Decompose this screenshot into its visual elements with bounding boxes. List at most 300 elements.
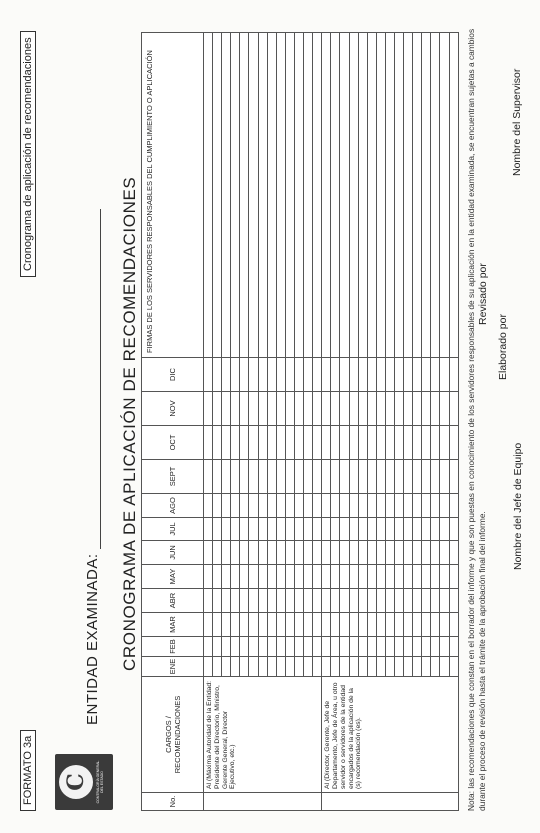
schedule-cell[interactable]: [304, 541, 313, 565]
schedule-cell[interactable]: [231, 460, 240, 494]
schedule-cell[interactable]: [358, 657, 367, 677]
schedule-cell[interactable]: [304, 33, 313, 358]
schedule-cell[interactable]: [294, 392, 303, 426]
schedule-cell[interactable]: [358, 613, 367, 637]
schedule-cell[interactable]: [294, 494, 303, 518]
schedule-cell[interactable]: [440, 460, 449, 494]
schedule-cell[interactable]: [404, 657, 413, 677]
schedule-cell[interactable]: [313, 392, 322, 426]
schedule-cell[interactable]: [394, 518, 403, 541]
schedule-cell[interactable]: [231, 613, 240, 637]
schedule-cell[interactable]: [385, 33, 394, 358]
schedule-cell[interactable]: [449, 518, 458, 541]
schedule-cell[interactable]: [385, 460, 394, 494]
schedule-cell[interactable]: [394, 657, 403, 677]
schedule-cell[interactable]: [349, 33, 358, 358]
schedule-cell[interactable]: [240, 33, 249, 358]
schedule-cell[interactable]: [376, 518, 385, 541]
schedule-cell[interactable]: [213, 33, 222, 358]
schedule-cell[interactable]: [267, 589, 276, 613]
schedule-cell[interactable]: [440, 637, 449, 657]
schedule-cell[interactable]: [267, 541, 276, 565]
schedule-cell[interactable]: [231, 637, 240, 657]
schedule-cell[interactable]: [231, 33, 240, 358]
schedule-cell[interactable]: [285, 637, 294, 657]
schedule-cell[interactable]: [249, 637, 258, 657]
schedule-cell[interactable]: [394, 494, 403, 518]
schedule-cell[interactable]: [349, 358, 358, 392]
schedule-cell[interactable]: [385, 541, 394, 565]
schedule-cell[interactable]: [358, 358, 367, 392]
schedule-cell[interactable]: [422, 392, 431, 426]
schedule-cell[interactable]: [213, 460, 222, 494]
schedule-cell[interactable]: [204, 426, 213, 460]
schedule-cell[interactable]: [222, 565, 231, 589]
schedule-cell[interactable]: [367, 637, 376, 657]
schedule-cell[interactable]: [331, 460, 340, 494]
schedule-cell[interactable]: [413, 613, 422, 637]
schedule-cell[interactable]: [413, 33, 422, 358]
schedule-cell[interactable]: [340, 518, 349, 541]
schedule-cell[interactable]: [304, 589, 313, 613]
schedule-cell[interactable]: [204, 613, 213, 637]
schedule-cell[interactable]: [231, 657, 240, 677]
schedule-cell[interactable]: [249, 657, 258, 677]
schedule-cell[interactable]: [331, 565, 340, 589]
schedule-cell[interactable]: [231, 565, 240, 589]
schedule-cell[interactable]: [367, 518, 376, 541]
schedule-cell[interactable]: [267, 518, 276, 541]
schedule-cell[interactable]: [340, 613, 349, 637]
schedule-cell[interactable]: [431, 565, 440, 589]
schedule-cell[interactable]: [267, 460, 276, 494]
schedule-cell[interactable]: [294, 358, 303, 392]
schedule-cell[interactable]: [222, 637, 231, 657]
schedule-cell[interactable]: [404, 460, 413, 494]
schedule-cell[interactable]: [349, 426, 358, 460]
schedule-cell[interactable]: [240, 589, 249, 613]
schedule-cell[interactable]: [422, 460, 431, 494]
schedule-cell[interactable]: [231, 392, 240, 426]
schedule-cell[interactable]: [222, 657, 231, 677]
schedule-cell[interactable]: [258, 494, 267, 518]
schedule-cell[interactable]: [213, 518, 222, 541]
schedule-cell[interactable]: [276, 358, 285, 392]
schedule-cell[interactable]: [340, 637, 349, 657]
schedule-cell[interactable]: [249, 589, 258, 613]
schedule-cell[interactable]: [204, 33, 213, 358]
schedule-cell[interactable]: [376, 494, 385, 518]
schedule-cell[interactable]: [240, 460, 249, 494]
schedule-cell[interactable]: [331, 518, 340, 541]
schedule-cell[interactable]: [413, 637, 422, 657]
schedule-cell[interactable]: [358, 392, 367, 426]
schedule-cell[interactable]: [340, 358, 349, 392]
schedule-cell[interactable]: [349, 613, 358, 637]
schedule-cell[interactable]: [449, 392, 458, 426]
schedule-cell[interactable]: [349, 518, 358, 541]
schedule-cell[interactable]: [294, 426, 303, 460]
schedule-cell[interactable]: [431, 358, 440, 392]
schedule-cell[interactable]: [385, 565, 394, 589]
schedule-cell[interactable]: [404, 33, 413, 358]
schedule-cell[interactable]: [431, 494, 440, 518]
schedule-cell[interactable]: [267, 565, 276, 589]
schedule-cell[interactable]: [449, 657, 458, 677]
schedule-cell[interactable]: [304, 637, 313, 657]
schedule-cell[interactable]: [276, 426, 285, 460]
schedule-cell[interactable]: [331, 426, 340, 460]
schedule-cell[interactable]: [222, 426, 231, 460]
schedule-cell[interactable]: [358, 565, 367, 589]
row-number-cell[interactable]: [322, 793, 458, 811]
schedule-cell[interactable]: [240, 541, 249, 565]
schedule-cell[interactable]: [322, 494, 331, 518]
schedule-cell[interactable]: [404, 358, 413, 392]
schedule-cell[interactable]: [331, 657, 340, 677]
schedule-cell[interactable]: [285, 33, 294, 358]
schedule-cell[interactable]: [376, 33, 385, 358]
schedule-cell[interactable]: [267, 494, 276, 518]
schedule-cell[interactable]: [449, 637, 458, 657]
schedule-cell[interactable]: [449, 589, 458, 613]
schedule-cell[interactable]: [249, 518, 258, 541]
schedule-cell[interactable]: [376, 541, 385, 565]
schedule-cell[interactable]: [249, 541, 258, 565]
schedule-cell[interactable]: [358, 494, 367, 518]
schedule-cell[interactable]: [222, 358, 231, 392]
schedule-cell[interactable]: [449, 565, 458, 589]
schedule-cell[interactable]: [431, 589, 440, 613]
schedule-cell[interactable]: [204, 494, 213, 518]
schedule-cell[interactable]: [294, 637, 303, 657]
schedule-cell[interactable]: [440, 613, 449, 637]
schedule-cell[interactable]: [394, 613, 403, 637]
schedule-cell[interactable]: [213, 426, 222, 460]
schedule-cell[interactable]: [285, 657, 294, 677]
schedule-cell[interactable]: [258, 541, 267, 565]
schedule-cell[interactable]: [204, 541, 213, 565]
schedule-cell[interactable]: [231, 589, 240, 613]
schedule-cell[interactable]: [394, 589, 403, 613]
schedule-cell[interactable]: [440, 392, 449, 426]
schedule-cell[interactable]: [340, 392, 349, 426]
schedule-cell[interactable]: [258, 613, 267, 637]
schedule-cell[interactable]: [440, 426, 449, 460]
schedule-cell[interactable]: [267, 392, 276, 426]
schedule-cell[interactable]: [349, 460, 358, 494]
schedule-cell[interactable]: [249, 358, 258, 392]
schedule-cell[interactable]: [304, 613, 313, 637]
schedule-cell[interactable]: [449, 613, 458, 637]
schedule-cell[interactable]: [422, 541, 431, 565]
schedule-cell[interactable]: [213, 494, 222, 518]
schedule-cell[interactable]: [213, 541, 222, 565]
schedule-cell[interactable]: [240, 426, 249, 460]
schedule-cell[interactable]: [222, 613, 231, 637]
schedule-cell[interactable]: [285, 541, 294, 565]
schedule-cell[interactable]: [276, 657, 285, 677]
schedule-cell[interactable]: [313, 494, 322, 518]
schedule-cell[interactable]: [231, 494, 240, 518]
schedule-cell[interactable]: [367, 657, 376, 677]
schedule-cell[interactable]: [394, 460, 403, 494]
schedule-cell[interactable]: [431, 518, 440, 541]
schedule-cell[interactable]: [404, 565, 413, 589]
schedule-cell[interactable]: [313, 358, 322, 392]
schedule-cell[interactable]: [422, 637, 431, 657]
schedule-cell[interactable]: [313, 33, 322, 358]
schedule-cell[interactable]: [413, 494, 422, 518]
schedule-cell[interactable]: [222, 392, 231, 426]
schedule-cell[interactable]: [267, 358, 276, 392]
schedule-cell[interactable]: [322, 518, 331, 541]
schedule-cell[interactable]: [367, 613, 376, 637]
schedule-cell[interactable]: [422, 33, 431, 358]
schedule-cell[interactable]: [431, 392, 440, 426]
schedule-cell[interactable]: [358, 460, 367, 494]
schedule-cell[interactable]: [376, 589, 385, 613]
schedule-cell[interactable]: [404, 589, 413, 613]
schedule-cell[interactable]: [367, 33, 376, 358]
schedule-cell[interactable]: [385, 657, 394, 677]
schedule-cell[interactable]: [258, 565, 267, 589]
schedule-cell[interactable]: [304, 657, 313, 677]
schedule-cell[interactable]: [276, 637, 285, 657]
schedule-cell[interactable]: [349, 541, 358, 565]
schedule-cell[interactable]: [267, 613, 276, 637]
schedule-cell[interactable]: [240, 358, 249, 392]
schedule-cell[interactable]: [367, 565, 376, 589]
schedule-cell[interactable]: [294, 565, 303, 589]
schedule-cell[interactable]: [431, 426, 440, 460]
schedule-cell[interactable]: [267, 426, 276, 460]
schedule-cell[interactable]: [258, 426, 267, 460]
schedule-cell[interactable]: [376, 637, 385, 657]
schedule-cell[interactable]: [376, 426, 385, 460]
schedule-cell[interactable]: [376, 460, 385, 494]
schedule-cell[interactable]: [313, 518, 322, 541]
schedule-cell[interactable]: [367, 494, 376, 518]
schedule-cell[interactable]: [422, 589, 431, 613]
schedule-cell[interactable]: [331, 392, 340, 426]
schedule-cell[interactable]: [394, 565, 403, 589]
schedule-cell[interactable]: [394, 426, 403, 460]
schedule-cell[interactable]: [440, 565, 449, 589]
schedule-cell[interactable]: [431, 33, 440, 358]
schedule-cell[interactable]: [385, 589, 394, 613]
schedule-cell[interactable]: [385, 518, 394, 541]
schedule-cell[interactable]: [249, 460, 258, 494]
schedule-cell[interactable]: [276, 541, 285, 565]
schedule-cell[interactable]: [240, 392, 249, 426]
schedule-cell[interactable]: [440, 33, 449, 358]
schedule-cell[interactable]: [404, 637, 413, 657]
schedule-cell[interactable]: [449, 426, 458, 460]
schedule-cell[interactable]: [285, 518, 294, 541]
schedule-cell[interactable]: [413, 426, 422, 460]
schedule-cell[interactable]: [276, 565, 285, 589]
schedule-cell[interactable]: [222, 494, 231, 518]
schedule-cell[interactable]: [413, 358, 422, 392]
schedule-cell[interactable]: [431, 613, 440, 637]
schedule-cell[interactable]: [440, 541, 449, 565]
schedule-cell[interactable]: [385, 358, 394, 392]
schedule-cell[interactable]: [422, 494, 431, 518]
schedule-cell[interactable]: [313, 637, 322, 657]
schedule-cell[interactable]: [204, 657, 213, 677]
schedule-cell[interactable]: [376, 392, 385, 426]
schedule-cell[interactable]: [213, 657, 222, 677]
schedule-cell[interactable]: [249, 392, 258, 426]
schedule-cell[interactable]: [404, 541, 413, 565]
schedule-cell[interactable]: [367, 358, 376, 392]
schedule-cell[interactable]: [322, 613, 331, 637]
schedule-cell[interactable]: [449, 33, 458, 358]
schedule-cell[interactable]: [276, 33, 285, 358]
schedule-cell[interactable]: [404, 392, 413, 426]
schedule-cell[interactable]: [304, 518, 313, 541]
schedule-cell[interactable]: [249, 33, 258, 358]
schedule-cell[interactable]: [213, 392, 222, 426]
schedule-cell[interactable]: [313, 657, 322, 677]
schedule-cell[interactable]: [231, 518, 240, 541]
schedule-cell[interactable]: [304, 460, 313, 494]
schedule-cell[interactable]: [358, 637, 367, 657]
schedule-cell[interactable]: [431, 657, 440, 677]
schedule-cell[interactable]: [413, 565, 422, 589]
schedule-cell[interactable]: [449, 358, 458, 392]
schedule-cell[interactable]: [322, 460, 331, 494]
schedule-cell[interactable]: [394, 392, 403, 426]
schedule-cell[interactable]: [267, 657, 276, 677]
schedule-cell[interactable]: [340, 541, 349, 565]
schedule-cell[interactable]: [276, 392, 285, 426]
schedule-cell[interactable]: [304, 392, 313, 426]
schedule-cell[interactable]: [258, 637, 267, 657]
schedule-cell[interactable]: [413, 541, 422, 565]
schedule-cell[interactable]: [222, 33, 231, 358]
schedule-cell[interactable]: [313, 589, 322, 613]
schedule-cell[interactable]: [422, 426, 431, 460]
schedule-cell[interactable]: [331, 358, 340, 392]
schedule-cell[interactable]: [376, 657, 385, 677]
schedule-cell[interactable]: [249, 613, 258, 637]
schedule-cell[interactable]: [349, 589, 358, 613]
schedule-cell[interactable]: [404, 426, 413, 460]
schedule-cell[interactable]: [213, 358, 222, 392]
schedule-cell[interactable]: [367, 460, 376, 494]
schedule-cell[interactable]: [440, 358, 449, 392]
schedule-cell[interactable]: [285, 392, 294, 426]
schedule-cell[interactable]: [358, 33, 367, 358]
schedule-cell[interactable]: [367, 541, 376, 565]
schedule-cell[interactable]: [213, 637, 222, 657]
schedule-cell[interactable]: [240, 494, 249, 518]
schedule-cell[interactable]: [304, 494, 313, 518]
schedule-cell[interactable]: [313, 613, 322, 637]
schedule-cell[interactable]: [422, 657, 431, 677]
schedule-cell[interactable]: [258, 460, 267, 494]
schedule-cell[interactable]: [304, 426, 313, 460]
schedule-cell[interactable]: [367, 589, 376, 613]
schedule-cell[interactable]: [367, 392, 376, 426]
schedule-cell[interactable]: [204, 518, 213, 541]
schedule-cell[interactable]: [204, 392, 213, 426]
schedule-cell[interactable]: [222, 541, 231, 565]
schedule-cell[interactable]: [431, 637, 440, 657]
schedule-cell[interactable]: [222, 518, 231, 541]
schedule-cell[interactable]: [358, 426, 367, 460]
schedule-cell[interactable]: [413, 657, 422, 677]
schedule-cell[interactable]: [367, 426, 376, 460]
schedule-cell[interactable]: [322, 589, 331, 613]
schedule-cell[interactable]: [249, 565, 258, 589]
schedule-cell[interactable]: [313, 541, 322, 565]
schedule-cell[interactable]: [285, 426, 294, 460]
schedule-cell[interactable]: [358, 518, 367, 541]
schedule-cell[interactable]: [294, 518, 303, 541]
schedule-cell[interactable]: [449, 541, 458, 565]
schedule-cell[interactable]: [313, 426, 322, 460]
schedule-cell[interactable]: [431, 460, 440, 494]
schedule-cell[interactable]: [422, 613, 431, 637]
schedule-cell[interactable]: [322, 637, 331, 657]
schedule-cell[interactable]: [267, 637, 276, 657]
schedule-cell[interactable]: [231, 541, 240, 565]
schedule-cell[interactable]: [285, 613, 294, 637]
schedule-cell[interactable]: [331, 589, 340, 613]
schedule-cell[interactable]: [331, 613, 340, 637]
schedule-cell[interactable]: [413, 589, 422, 613]
schedule-cell[interactable]: [331, 494, 340, 518]
schedule-cell[interactable]: [385, 392, 394, 426]
schedule-cell[interactable]: [394, 637, 403, 657]
schedule-cell[interactable]: [440, 494, 449, 518]
schedule-cell[interactable]: [258, 33, 267, 358]
schedule-cell[interactable]: [340, 426, 349, 460]
schedule-cell[interactable]: [440, 657, 449, 677]
schedule-cell[interactable]: [385, 613, 394, 637]
schedule-cell[interactable]: [394, 33, 403, 358]
schedule-cell[interactable]: [404, 518, 413, 541]
schedule-cell[interactable]: [249, 426, 258, 460]
schedule-cell[interactable]: [322, 565, 331, 589]
schedule-cell[interactable]: [376, 565, 385, 589]
schedule-cell[interactable]: [304, 358, 313, 392]
schedule-cell[interactable]: [340, 589, 349, 613]
schedule-cell[interactable]: [204, 589, 213, 613]
schedule-cell[interactable]: [358, 589, 367, 613]
schedule-cell[interactable]: [376, 358, 385, 392]
schedule-cell[interactable]: [276, 589, 285, 613]
schedule-cell[interactable]: [258, 392, 267, 426]
schedule-cell[interactable]: [294, 541, 303, 565]
schedule-cell[interactable]: [322, 657, 331, 677]
schedule-cell[interactable]: [385, 426, 394, 460]
schedule-cell[interactable]: [440, 518, 449, 541]
schedule-cell[interactable]: [322, 358, 331, 392]
schedule-cell[interactable]: [304, 565, 313, 589]
schedule-cell[interactable]: [313, 460, 322, 494]
schedule-cell[interactable]: [276, 613, 285, 637]
schedule-cell[interactable]: [285, 460, 294, 494]
schedule-cell[interactable]: [258, 657, 267, 677]
schedule-cell[interactable]: [204, 637, 213, 657]
schedule-cell[interactable]: [349, 565, 358, 589]
schedule-cell[interactable]: [431, 541, 440, 565]
schedule-cell[interactable]: [294, 613, 303, 637]
